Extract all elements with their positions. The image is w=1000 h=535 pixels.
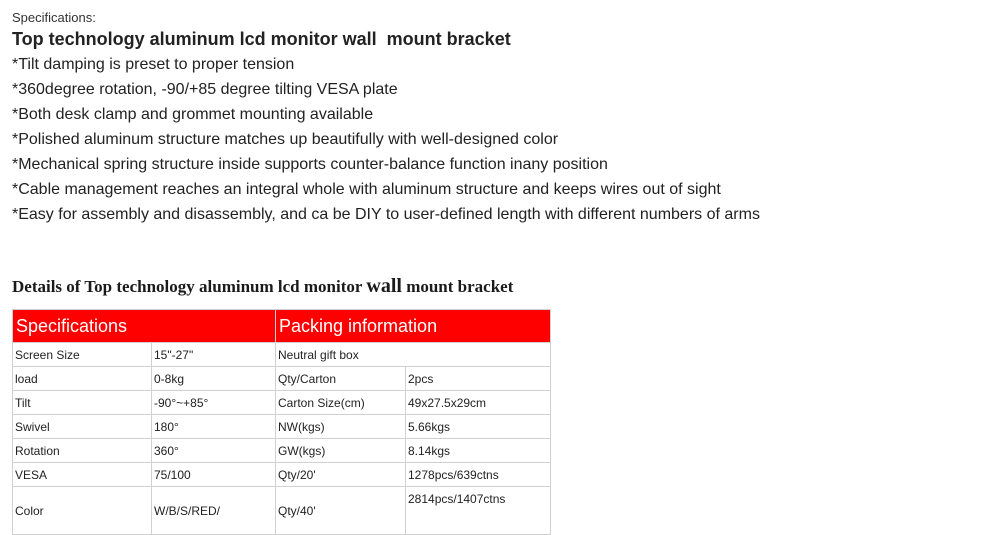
spec-value-cell: -90°~+85°	[152, 391, 276, 415]
pack-value-cell: 49x27.5x29cm	[406, 391, 551, 415]
pack-value-cell: 2814pcs/1407ctns	[406, 487, 551, 535]
table-row	[13, 367, 551, 391]
spec-value-cell: 360°	[152, 439, 276, 463]
feature-item: *Polished aluminum structure matches up beautifully with well-designed color	[12, 131, 559, 148]
feature-item: *360degree rotation, -90/+85 degree tilting VESA plate	[12, 81, 398, 98]
spec-value-cell: W/B/S/RED/	[152, 487, 276, 535]
spec-value-cell: 0-8kg	[152, 367, 276, 391]
table-row	[13, 439, 551, 463]
table-header-row	[13, 310, 551, 343]
spec-value-cell: 180°	[152, 415, 276, 439]
feature-item: *Mechanical spring structure inside supports counter-balance function inany position	[12, 156, 608, 173]
feature-item: *Tilt damping is preset to proper tension	[12, 56, 295, 73]
details-title-part: Details of Top technology aluminum lcd monitor	[12, 277, 367, 296]
spec-name-cell: Rotation	[13, 439, 152, 463]
pack-name-cell: Neutral gift box	[276, 343, 551, 367]
pack-name-cell: Qty/Carton	[276, 367, 406, 391]
table-row	[13, 463, 551, 487]
feature-list	[12, 52, 992, 227]
table-row	[13, 415, 551, 439]
details-title-part: wall	[366, 275, 402, 297]
spec-name-cell: load	[13, 367, 152, 391]
details-table	[12, 309, 551, 535]
details-title	[12, 275, 513, 298]
spec-name-cell: VESA	[13, 463, 152, 487]
product-title: Top technology aluminum lcd monitor wall mount bracket	[12, 29, 511, 49]
details-title-part: mount bracket	[401, 277, 514, 296]
table-row	[13, 391, 551, 415]
pack-name-cell: Qty/20'	[276, 463, 406, 487]
pack-value-cell: 2pcs	[406, 367, 551, 391]
spec-name-cell: Screen Size	[13, 343, 152, 367]
feature-item: *Both desk clamp and grommet mounting available	[12, 106, 374, 123]
feature-item: *Cable management reaches an integral whole with aluminum structure and keeps wires out of sight	[12, 181, 721, 198]
pack-value-cell: 5.66kgs	[406, 415, 551, 439]
pack-name-cell: Carton Size(cm)	[276, 391, 406, 415]
pack-name-cell: GW(kgs)	[276, 439, 406, 463]
pack-value-cell: 1278pcs/639ctns	[406, 463, 551, 487]
table-row	[13, 343, 551, 367]
pack-name-cell: Qty/40'	[276, 487, 406, 535]
spec-name-cell: Tilt	[13, 391, 152, 415]
spec-name-cell: Swivel	[13, 415, 152, 439]
pack-value-cell: 8.14kgs	[406, 439, 551, 463]
spec-value-cell: 75/100	[152, 463, 276, 487]
specifications-label: Specifications:	[12, 10, 96, 25]
spec-value-cell: 15"-27"	[152, 343, 276, 367]
feature-item: *Easy for assembly and disassembly, and ca be DIY to user-defined length with different numbers of arms	[12, 206, 760, 223]
product-description	[12, 9, 992, 518]
specifications-header: Specifications	[13, 310, 276, 343]
pack-name-cell: NW(kgs)	[276, 415, 406, 439]
table-row	[13, 487, 551, 535]
spec-name-cell: Color	[13, 487, 152, 535]
packing-information-header: Packing information	[276, 310, 551, 343]
